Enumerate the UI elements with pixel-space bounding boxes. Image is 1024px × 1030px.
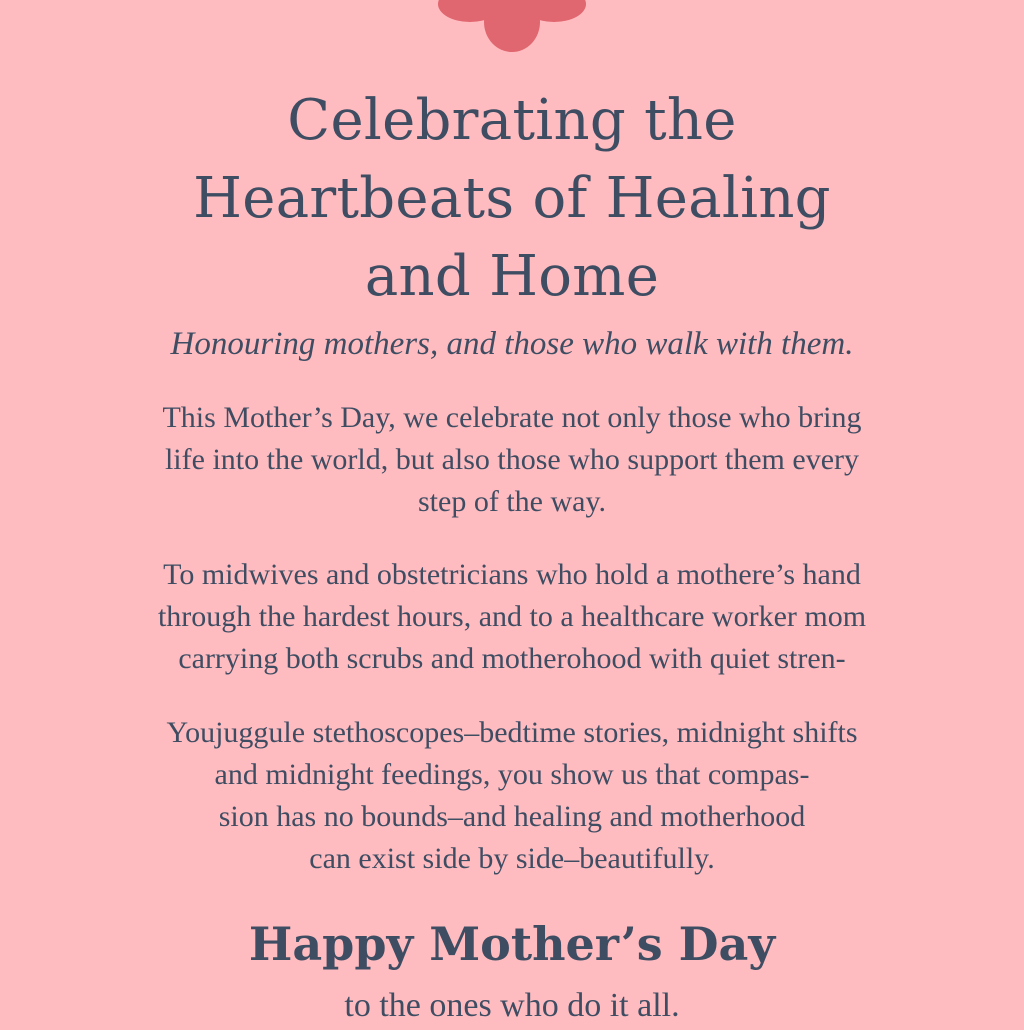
title-line-2: Heartbeats of Healing bbox=[193, 166, 831, 231]
paragraph-3-line-2: and midnight feedings, you show us that compas- bbox=[214, 758, 810, 791]
paragraph-2-line-2: through the hardest hours, and to a healthcare worker mom bbox=[157, 600, 867, 633]
paragraph-1-line-1: This Mother’s Day, we celebrate not only those who bring bbox=[162, 401, 862, 434]
title-line-3: and Home bbox=[364, 244, 660, 309]
title-line-1: Celebrating the bbox=[287, 88, 737, 153]
paragraph-2-line-1: To midwives and obstetricians who hold a mothere’s hand bbox=[163, 558, 861, 591]
paragraph-2 bbox=[0, 554, 1024, 680]
paragraph-2-line-3: carrying both scrubs and motherohood with quiet stren- bbox=[178, 642, 846, 675]
subtitle: Honouring mothers, and those who walk with them. bbox=[170, 326, 854, 362]
paragraph-3-line-4: can exist side by side–beautifully. bbox=[309, 842, 715, 875]
paragraph-1 bbox=[0, 397, 1024, 523]
paragraph-1-line-2: life into the world, but also those who support them every bbox=[164, 443, 860, 476]
page-title bbox=[0, 82, 1024, 316]
paragraph-3 bbox=[0, 712, 1024, 880]
paragraph-1-line-3: step of the way. bbox=[418, 485, 606, 518]
paragraph-3-line-3: sion has no bounds–and healing and motherhood bbox=[218, 800, 806, 833]
paragraph-3-line-1: Youjuggule stethoscopes–bedtime stories, midnight shifts bbox=[166, 716, 858, 749]
flower-icon bbox=[432, 0, 592, 60]
closing-subtitle: to the ones who do it all. bbox=[344, 987, 680, 1024]
closing-title: Happy Mother’s Day bbox=[248, 917, 776, 971]
